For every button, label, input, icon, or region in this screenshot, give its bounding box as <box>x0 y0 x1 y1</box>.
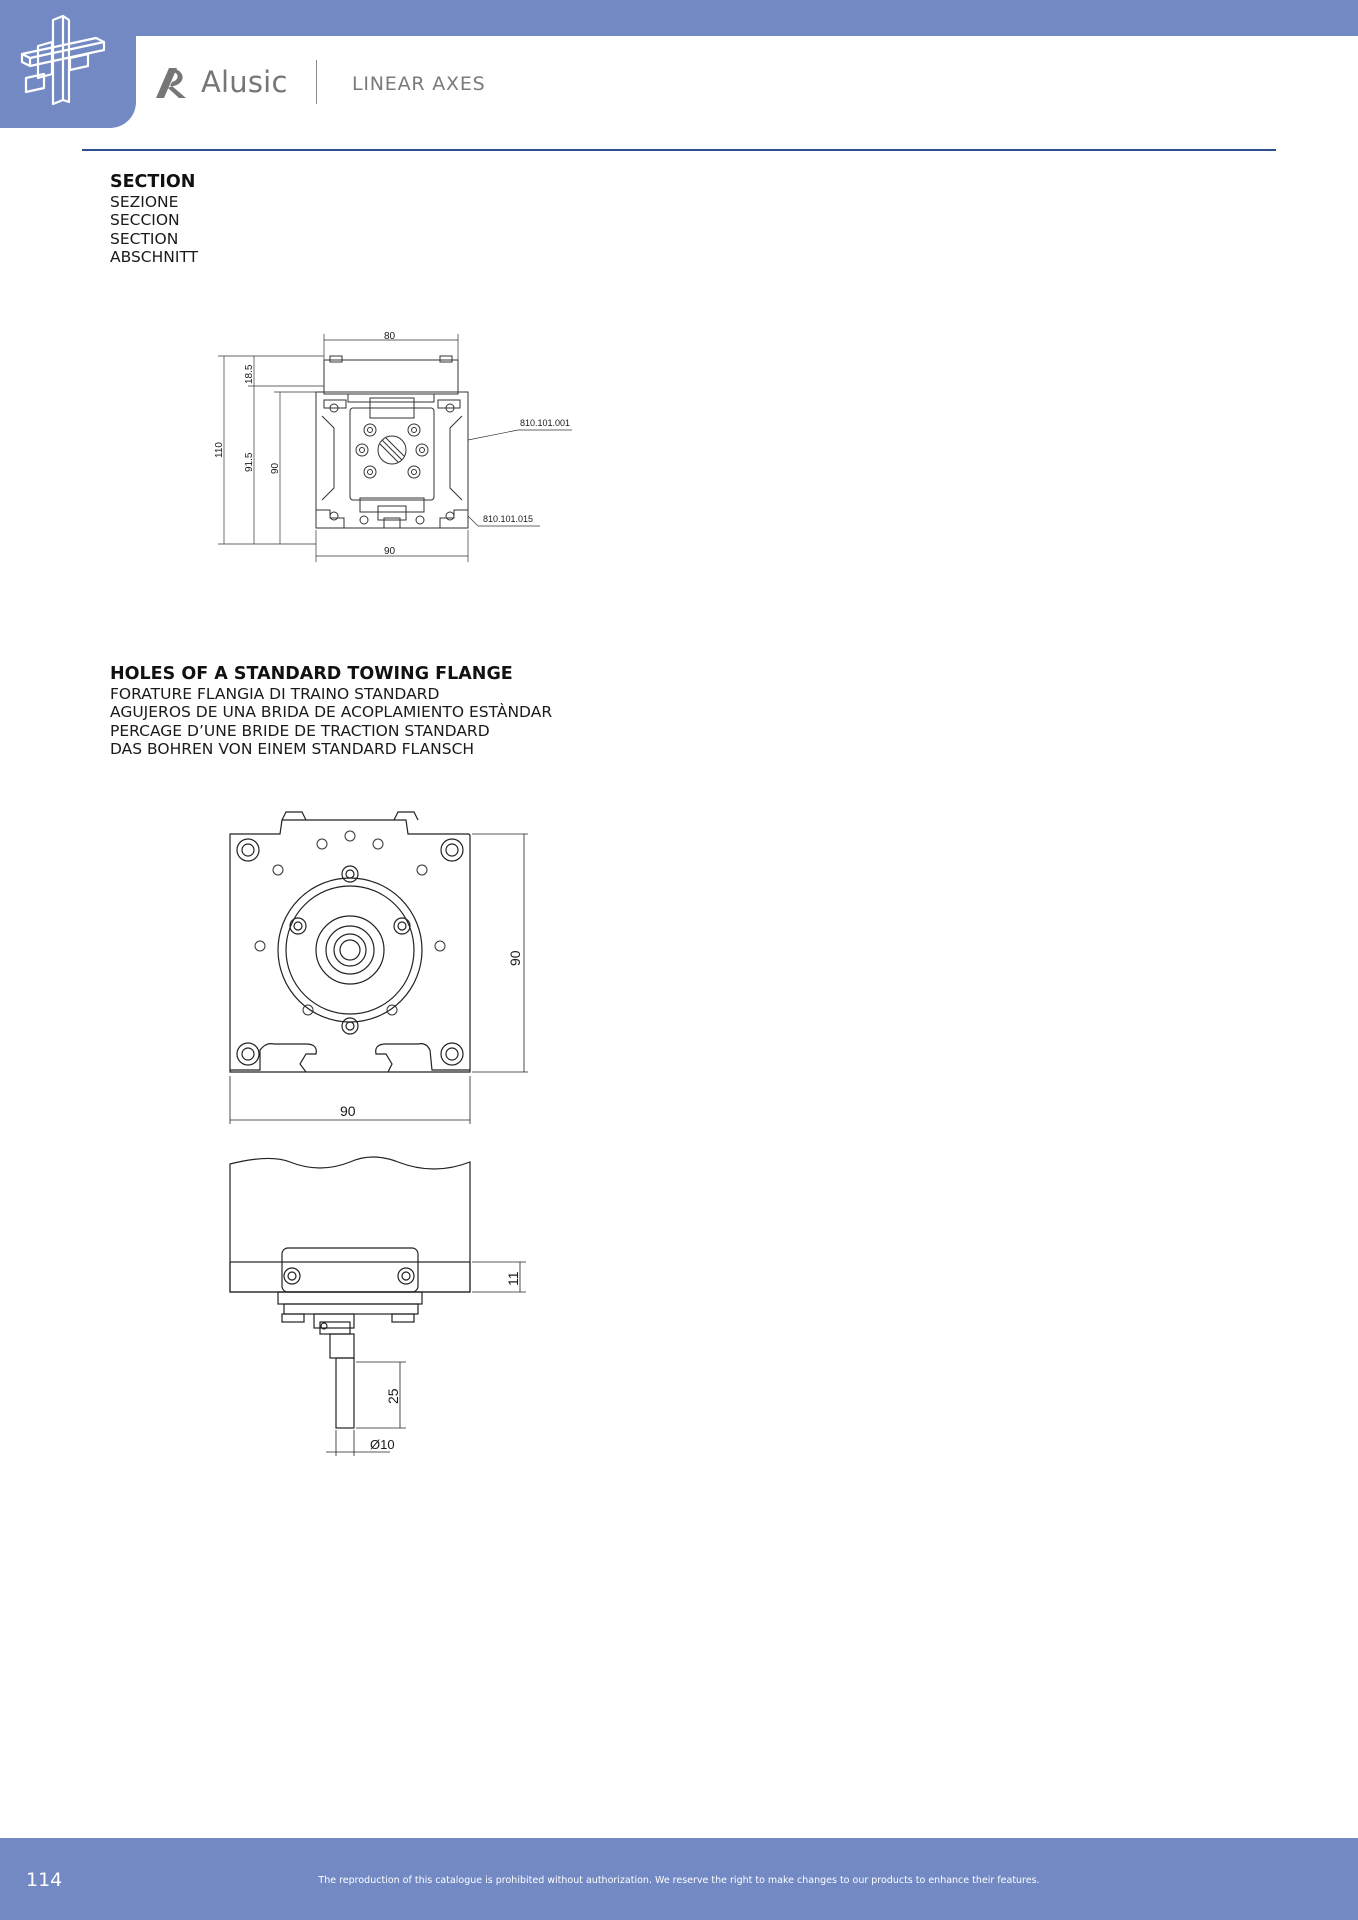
flange-translation-es: AGUJEROS DE UNA BRIDA DE ACOPLAMIENTO ESTÀNDAR <box>110 703 553 722</box>
dim-top-width: 80 <box>384 331 396 342</box>
side-dim-shaft-length: 25 <box>385 1388 401 1404</box>
section-drawing <box>200 320 590 570</box>
flange-translation-it: FORATURE FLANGIA DI TRAINO STANDARD <box>110 685 440 703</box>
page-number: 114 <box>26 1869 63 1891</box>
linear-axes-tile <box>0 0 136 128</box>
callout-lower: 810.101.015 <box>483 514 534 524</box>
flange-translations <box>110 685 552 758</box>
section-translation-es: SECCION <box>110 211 180 230</box>
section-title: SECTION <box>110 172 196 192</box>
flange-front-view <box>210 800 550 1130</box>
dim-total-height: 110 <box>214 442 225 458</box>
front-dim-height: 90 <box>507 950 523 966</box>
header-card <box>136 36 1358 148</box>
dim-mid-height: 91.5 <box>244 452 255 472</box>
header-divider <box>316 60 317 104</box>
side-dim-shaft-diameter: Ø10 <box>370 1437 395 1452</box>
side-dim-flange: 11 <box>505 1271 521 1286</box>
flange-title: HOLES OF A STANDARD TOWING FLANGE <box>110 664 513 684</box>
dim-bottom-width: 90 <box>384 546 396 557</box>
section-translation-de: ABSCHNITT <box>110 247 199 266</box>
header-category: LINEAR AXES <box>352 73 486 95</box>
header-band <box>0 0 1358 36</box>
front-dim-width: 90 <box>340 1103 356 1119</box>
header-rule <box>82 149 1276 151</box>
brand-name: Alusic <box>201 65 288 99</box>
flange-translation-de: DAS BOHREN VON EINEM STANDARD FLANSCH <box>110 739 475 758</box>
dim-top-height: 18.5 <box>244 364 255 384</box>
alusic-logo-icon <box>152 62 192 102</box>
callout-upper: 810.101.001 <box>520 418 571 428</box>
section-translations <box>110 193 198 266</box>
dim-body-height: 90 <box>270 462 281 474</box>
linear-axes-icon <box>0 0 136 128</box>
section-translation-fr: SECTION <box>110 229 179 248</box>
flange-side-view <box>210 1150 550 1460</box>
footer-disclaimer: The reproduction of this catalogue is prohibited without authorization. We reserve the right to make changes to our products to enhance their features. <box>318 1875 1040 1886</box>
flange-translation-fr: PERCAGE D’UNE BRIDE DE TRACTION STANDARD <box>110 721 490 740</box>
section-translation-it: SEZIONE <box>110 193 179 211</box>
